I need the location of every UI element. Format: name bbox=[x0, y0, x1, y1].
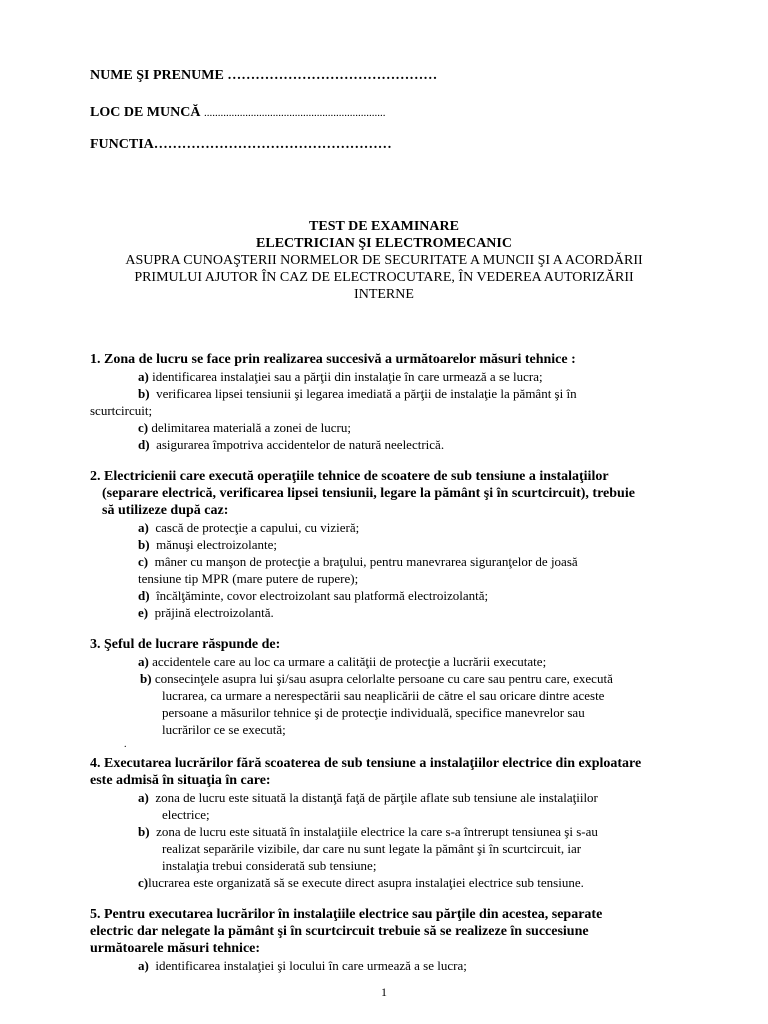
q1-option-b: b) verificarea lipsei tensiunii şi legarea imediată a părţii de instalaţie la pământ şi în bbox=[138, 386, 577, 401]
q5-option-a: a) identificarea instalaţiei şi locului în care urmează a se lucra; bbox=[138, 958, 467, 973]
q1-option-d: d) asigurarea împotriva accidentelor de natură neelectrică. bbox=[138, 437, 445, 452]
q3-option-b-cont-2: persoane a măsurilor tehnice şi de protecţie individuală, specifice manevrelor sau bbox=[162, 705, 585, 720]
q3-option-a: a) accidentele care au loc ca urmare a calităţii de protecţie a lucrării executate; bbox=[138, 654, 547, 669]
q2-option-e: e) prăjină electroizolantă. bbox=[138, 605, 274, 620]
name-field bbox=[90, 68, 437, 84]
title-line-5: INTERNE bbox=[354, 287, 414, 302]
question-1: 1. Zona de lucru se face prin realizarea succesivă a următoarelor măsuri tehnice : bbox=[90, 352, 576, 367]
question-2-line-3: să utilizeze după caz: bbox=[102, 503, 229, 518]
q4-option-b: b) zona de lucru este situată în instalaţiile electrice la care s-a întrerupt tensiunea şi s-au bbox=[138, 824, 598, 839]
question-2: 2. Electricienii care execută operaţiile tehnice de scoatere de sub tensiune a instalaţiilor bbox=[90, 469, 609, 484]
q4-option-a-cont: electrice; bbox=[162, 807, 210, 822]
document-title bbox=[0, 218, 768, 303]
stray-mark: . bbox=[124, 739, 127, 750]
q3-option-b-cont-1: lucrarea, ca urmare a nerespectării sau neaplicării de către el sau oricare dintre aceste bbox=[162, 688, 605, 703]
q3-option-b: b) consecinţele asupra lui şi/sau asupra celorlalte persoane cu care sau pentru care, execută bbox=[140, 671, 613, 686]
question-4-line-2: este admisă în situaţia în care: bbox=[90, 773, 271, 788]
function-field bbox=[90, 137, 392, 153]
q2-option-a: a) cască de protecţie a capului, cu vizieră; bbox=[138, 520, 360, 535]
workplace-dots: .................................................................. bbox=[203, 107, 386, 119]
question-2-line-2: (separare electrică, verificarea lipsei tensiunii, legare la pământ şi în scurtcircuit), trebuie bbox=[102, 486, 635, 501]
q1-option-b-cont: scurtcircuit; bbox=[90, 403, 153, 418]
workplace-field bbox=[90, 105, 385, 121]
name-label: NUME ŞI PRENUME bbox=[90, 68, 224, 83]
function-dots: …………………………………………… bbox=[153, 137, 392, 152]
function-label: FUNCTIA bbox=[90, 137, 154, 152]
q4-option-a: a) zona de lucru este situată la distanţă faţă de părţile aflate sub tensiune ale instalaţiilor bbox=[138, 790, 598, 805]
question-5: 5. Pentru executarea lucrărilor în instalaţiile electrice sau părţile din acestea, separate electric dar nelegate la pământ şi în scurtcircuit trebuie să se realizeze în succesiune următoarele măsuri tehnice: bbox=[90, 907, 603, 956]
q2-option-b: b) mănuşi electroizolante; bbox=[138, 537, 277, 552]
title-line-4: PRIMULUI AJUTOR ÎN CAZ DE ELECTROCUTARE, ÎN VEDEREA AUTORIZĂRII bbox=[134, 270, 634, 285]
question-3: 3. Şeful de lucrare răspunde de: bbox=[90, 637, 281, 652]
title-line-2: ELECTRICIAN ŞI ELECTROMECANIC bbox=[256, 236, 512, 251]
q3-option-b-cont-3: lucrărilor ce se execută; bbox=[162, 722, 286, 737]
q4-option-c: c)lucrarea este organizată să se execute direct asupra instalaţiei electrice sub tensiune. bbox=[138, 875, 584, 890]
q1-option-c: c) delimitarea materială a zonei de lucru; bbox=[138, 420, 351, 435]
q4-option-b-cont-1: realizat separările vizibile, dar care nu sunt legate la pământ şi în scurtcircuit, iar bbox=[162, 841, 582, 856]
title-line-3: ASUPRA CUNOAŞTERII NORMELOR DE SECURITATE A MUNCII ŞI A ACORDĂRII bbox=[125, 253, 643, 268]
title-line-1: TEST DE EXAMINARE bbox=[309, 219, 459, 234]
q2-option-c-cont: tensiune tip MPR (mare putere de rupere); bbox=[138, 571, 359, 586]
q4-option-b-cont-2: instalaţia trebui considerată sub tensiune; bbox=[162, 858, 377, 873]
page-number: 1 bbox=[381, 985, 387, 999]
question-4: 4. Executarea lucrărilor fără scoaterea de sub tensiune a instalaţiilor electrice din exploatare bbox=[90, 756, 642, 771]
q2-option-d: d) încălţăminte, covor electroizolant sau platformă electroizolantă; bbox=[138, 588, 489, 603]
name-dots: ……………………………………… bbox=[227, 68, 438, 83]
q1-option-a: a) identificarea instalaţiei sau a părţii din instalaţie în care urmează a se lucra; bbox=[138, 369, 543, 384]
q2-option-c: c) mâner cu manşon de protecţie a braţului, pentru manevrarea siguranţelor de joasă bbox=[138, 554, 578, 569]
workplace-label: LOC DE MUNCĂ bbox=[90, 105, 201, 120]
